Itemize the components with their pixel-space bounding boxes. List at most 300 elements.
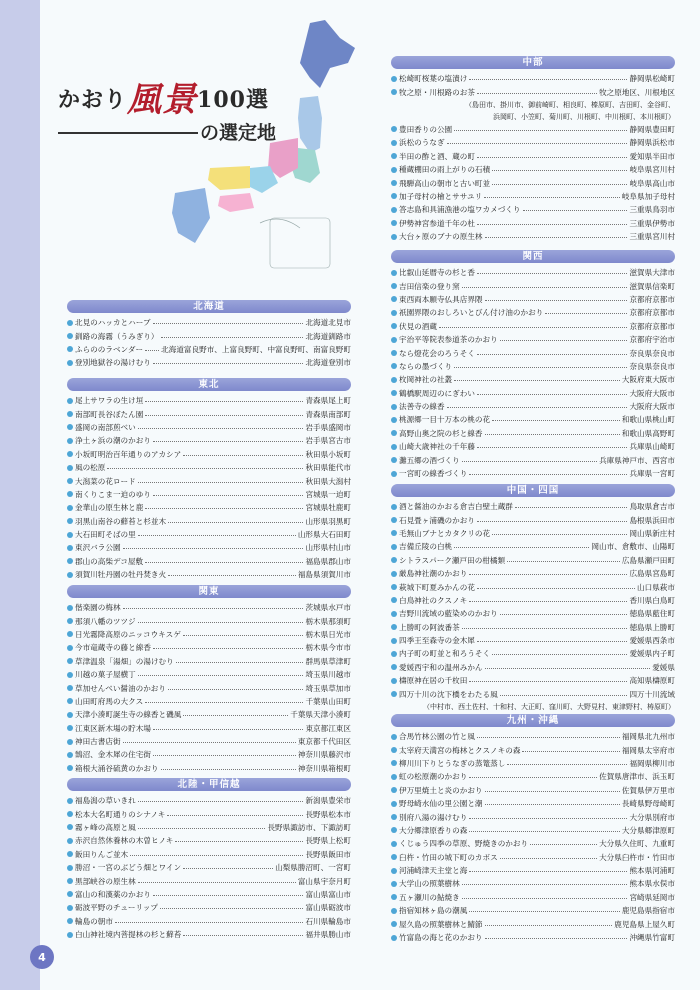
leader-dots — [138, 428, 304, 429]
leader-dots — [183, 635, 304, 636]
bullet-icon — [67, 725, 73, 731]
item-location: 長野県諏訪市、下諏訪町 — [267, 822, 351, 832]
leader-dots — [484, 197, 620, 198]
bullet-icon — [391, 584, 397, 590]
bullet-icon — [391, 747, 397, 753]
bullet-icon — [67, 505, 73, 511]
item-name: 草加せんべい醤油のかおり — [75, 683, 166, 693]
item-name: 那須八幡のツツジ — [75, 616, 136, 626]
leader-dots — [167, 815, 303, 816]
leader-dots — [145, 350, 159, 351]
item-location: 兵庫県一宮町 — [629, 469, 675, 479]
bullet-icon — [67, 411, 73, 417]
item-name: 飛騨高山の朝市と古い町並 — [399, 178, 491, 188]
leader-dots — [469, 574, 627, 575]
item-location: 長崎県野母崎町 — [621, 799, 675, 809]
item-location: 北海道北見市 — [305, 318, 351, 328]
bullet-icon — [391, 337, 397, 343]
bullet-icon — [391, 296, 397, 302]
leader-dots — [454, 130, 627, 131]
list-item — [391, 217, 675, 230]
item-name: 加子母村の檜とササユリ — [399, 191, 483, 201]
bullet-icon — [391, 430, 397, 436]
list-item — [67, 708, 351, 721]
bullet-icon — [67, 333, 73, 339]
item-location: 岡山市、倉敷市、山陽町 — [591, 542, 675, 552]
leader-dots — [477, 354, 628, 355]
item-location: 大分県臼杵市・竹田市 — [599, 852, 675, 862]
leader-dots — [492, 184, 627, 185]
leader-dots — [130, 855, 303, 856]
item-location: 大分県久住町、九重町 — [599, 839, 675, 849]
item-location: 東京都江東区 — [305, 723, 351, 733]
leader-dots — [153, 895, 304, 896]
bullet-icon — [391, 557, 397, 563]
bullet-icon — [391, 89, 397, 95]
bullet-icon — [391, 868, 397, 874]
list-item — [67, 528, 351, 541]
item-location: 三重県伊勢市 — [629, 218, 675, 228]
leader-dots — [507, 764, 627, 765]
list-item — [67, 901, 351, 914]
item-name: 須賀川牡丹園の牡丹焚き火 — [75, 570, 167, 580]
list-item — [391, 851, 675, 864]
list-item — [67, 735, 351, 748]
item-name: 枚岡神社の社叢 — [399, 375, 453, 385]
item-location: 大阪府大阪市 — [629, 402, 675, 412]
leader-dots — [485, 237, 628, 238]
item-name: 尾上サワラの生け垣 — [75, 396, 144, 406]
bullet-icon — [67, 346, 73, 352]
list-item — [67, 601, 351, 614]
item-name: 盛岡の南部煎べい — [75, 422, 136, 432]
list-item — [67, 461, 351, 474]
list-item — [391, 607, 675, 620]
bullet-icon — [67, 491, 73, 497]
tohoku-region — [298, 96, 322, 153]
list-item — [391, 346, 675, 359]
list-item — [391, 864, 675, 877]
item-location: 岩手県宮古市 — [305, 436, 351, 446]
leader-dots — [545, 313, 627, 314]
item-location: 和歌山県高野町 — [621, 428, 675, 438]
leader-dots — [462, 898, 628, 899]
item-location: 静岡県浜松市 — [629, 138, 675, 148]
bullet-icon — [391, 283, 397, 289]
item-location: 新潟県豊栄市 — [305, 796, 351, 806]
item-location: 大阪府大阪市 — [629, 388, 675, 398]
list-item — [391, 163, 675, 176]
section-header: 北海道 — [67, 300, 351, 313]
item-location: 京都府京都市 — [629, 321, 675, 331]
item-location: 北海道富良野市、上富良野町、中富良野町、南富良野町 — [161, 344, 351, 354]
bullet-icon — [391, 691, 397, 697]
bullet-icon — [391, 270, 397, 276]
item-location: 徳島県藍住町 — [629, 609, 675, 619]
item-location: 群馬県草津町 — [305, 656, 351, 666]
item-location: 岐阜県宮川村 — [629, 165, 675, 175]
leader-dots — [447, 407, 628, 408]
item-location: 四万十川流域 — [629, 689, 675, 699]
bullet-icon — [67, 465, 73, 471]
list-item — [391, 784, 675, 797]
leader-dots — [477, 447, 628, 448]
bullet-icon — [391, 193, 397, 199]
item-name: 箱根大涌谷硫黄のかおり — [75, 763, 159, 773]
bullet-icon — [67, 438, 73, 444]
list-item — [391, 527, 675, 540]
section-kanto — [67, 585, 351, 775]
list-item — [67, 641, 351, 654]
bullet-icon — [67, 658, 73, 664]
list-item — [67, 807, 351, 820]
leader-dots — [469, 601, 627, 602]
list-item — [67, 488, 351, 501]
item-name: シトラスパーク瀬戸田の柑橘類 — [399, 555, 506, 565]
section-chubu — [391, 56, 675, 243]
item-location: 香川県白鳥町 — [629, 595, 675, 605]
item-location: 福島県郡山市 — [305, 556, 351, 566]
bullet-icon — [391, 140, 397, 146]
item-name: 大石田町そばの里 — [75, 530, 136, 540]
list-item — [67, 834, 351, 847]
item-name: 厳島神社潮のかおり — [399, 569, 468, 579]
list-item — [391, 123, 675, 136]
bullet-icon — [67, 698, 73, 704]
list-item — [67, 316, 351, 329]
item-name: 柳川川下りとうなぎの蒸篭蒸し — [399, 758, 506, 768]
section-hokkaido — [67, 300, 351, 370]
list-item — [391, 567, 675, 580]
leader-dots — [462, 461, 597, 462]
item-name: 赤沢自然休養林の木曽ヒノキ — [75, 836, 174, 846]
item-name: 桃源郷一目十万本の桃の花 — [399, 415, 491, 425]
leader-dots — [183, 935, 303, 936]
bullet-icon — [391, 323, 397, 329]
item-location: 佐賀県伊万里市 — [621, 785, 675, 795]
leader-dots — [507, 561, 620, 562]
leader-dots — [153, 441, 304, 442]
item-name: 松崎町桜葉の塩漬け — [399, 74, 468, 84]
item-location: 愛媛県内子町 — [629, 649, 675, 659]
bullet-icon — [67, 811, 73, 817]
item-location: 高知県檮原町 — [629, 676, 675, 686]
item-location: 千葉県山田町 — [305, 696, 351, 706]
item-name: 豊田香りの公園 — [399, 124, 453, 134]
item-name: 霧ヶ峰の高原と風 — [75, 822, 136, 832]
bullet-icon — [67, 878, 73, 884]
leader-dots — [138, 828, 266, 829]
section-header: 中部 — [391, 56, 675, 69]
leader-dots — [183, 715, 288, 716]
section-chugoku — [391, 484, 675, 713]
list-item — [391, 661, 675, 674]
item-location: 福井県勝山市 — [305, 930, 351, 940]
item-name: 臼杵・竹田の城下町のカボス — [399, 852, 498, 862]
list-item — [67, 394, 351, 407]
list-item — [391, 743, 675, 756]
list-item — [67, 762, 351, 775]
leader-dots — [500, 695, 628, 696]
item-location: 北海道釧路市 — [305, 331, 351, 341]
item-location: 滋賀県大津市 — [629, 268, 675, 278]
bullet-icon — [67, 398, 73, 404]
item-location: 大阪府東大阪市 — [621, 375, 675, 385]
list-item — [391, 150, 675, 163]
item-location: 栃木県日光市 — [305, 629, 351, 639]
item-name: 羽黒山南谷の蘚苔と杉並木 — [75, 516, 167, 526]
bullet-icon — [391, 624, 397, 630]
item-name: 内子町の町並と和ろうそく — [399, 649, 491, 659]
item-name: 風の松原 — [75, 463, 106, 473]
item-name: 合馬竹林公園の竹と風 — [399, 732, 475, 742]
bullet-icon — [391, 734, 397, 740]
shikoku-region — [218, 193, 254, 212]
section-header: 北陸・甲信越 — [67, 778, 351, 791]
item-location: 静岡県松崎町 — [629, 74, 675, 84]
list-item — [67, 555, 351, 568]
chugoku-region — [208, 166, 250, 190]
bullet-icon — [391, 571, 397, 577]
leader-dots — [477, 224, 628, 225]
leader-dots — [153, 729, 304, 730]
bullet-icon — [391, 76, 397, 82]
leader-dots — [138, 622, 304, 623]
list-item — [391, 757, 675, 770]
section-tohoku — [67, 378, 351, 581]
item-location: 滋賀県信楽町 — [629, 281, 675, 291]
item-name: 東西両本願寺仏具店界隈 — [399, 294, 483, 304]
bullet-icon — [67, 865, 73, 871]
leader-dots — [477, 641, 628, 642]
item-location: 大分県別府市 — [629, 812, 675, 822]
list-item — [391, 621, 675, 634]
item-name: 檮原神在居の千枚田 — [399, 676, 468, 686]
bullet-icon — [391, 787, 397, 793]
list-item — [67, 794, 351, 807]
list-item — [67, 668, 351, 681]
item-location: 岩手県盛岡市 — [305, 422, 351, 432]
item-location: 栃木県今市市 — [305, 643, 351, 653]
leader-dots — [485, 300, 628, 301]
bullet-icon — [391, 841, 397, 847]
title-subtitle: の選定地 — [200, 122, 277, 144]
section-header: 関西 — [391, 250, 675, 263]
item-location: 鳥取県倉吉市 — [629, 502, 675, 512]
bullet-icon — [391, 404, 397, 410]
item-location: 山梨県勝沼町、一宮町 — [275, 863, 351, 873]
item-name: 一宮町の線香づくり — [399, 469, 468, 479]
item-name: 浄土ヶ浜の潮のかおり — [75, 436, 151, 446]
item-name: 牧之原・川根路のお茶 — [399, 87, 475, 97]
bullet-icon — [391, 377, 397, 383]
item-location: 石川県輪島市 — [305, 916, 351, 926]
list-item — [67, 343, 351, 356]
item-name: ふらののラベンダー — [75, 344, 144, 354]
leader-dots — [469, 79, 627, 80]
item-location: 宮城県牡鹿町 — [305, 503, 351, 513]
leader-dots — [522, 751, 619, 752]
leader-dots — [145, 702, 303, 703]
item-location: 富山県宇奈月町 — [297, 876, 351, 886]
list-item — [391, 647, 675, 660]
item-location: 富山県富山市 — [305, 889, 351, 899]
item-location: 福岡県太宰府市 — [621, 745, 675, 755]
list-item — [391, 266, 675, 279]
item-location: 佐賀県唐津市、浜玉町 — [599, 772, 675, 782]
bullet-icon — [67, 631, 73, 637]
leader-dots — [107, 468, 303, 469]
item-location: 福岡県柳川市 — [629, 758, 675, 768]
list-item — [67, 448, 351, 461]
item-location: 奈良県奈良市 — [629, 361, 675, 371]
bullet-icon — [67, 572, 73, 578]
bullet-icon — [391, 760, 397, 766]
item-name: 山田町府馬の大クス — [75, 696, 144, 706]
section-hokuriku — [67, 778, 351, 941]
bullet-icon — [67, 320, 73, 326]
bullet-icon — [391, 310, 397, 316]
list-item — [391, 440, 675, 453]
bullet-icon — [391, 471, 397, 477]
bullet-icon — [67, 605, 73, 611]
list-item — [391, 190, 675, 203]
bullet-icon — [391, 827, 397, 833]
leader-dots — [530, 844, 597, 845]
item-name: 北見のハッカとハーブ — [75, 318, 151, 328]
list-item — [67, 874, 351, 887]
item-location: 鹿児島県指宿市 — [621, 906, 675, 916]
list-item — [391, 810, 675, 823]
item-name: 高野山奥之院の杉と線香 — [399, 428, 483, 438]
list-item — [391, 400, 675, 413]
bullet-icon — [67, 645, 73, 651]
item-name: 毛無山ブナとカタクリの花 — [399, 528, 491, 538]
bullet-icon — [67, 824, 73, 830]
item-location: 愛知県半田市 — [629, 151, 675, 161]
bullet-icon — [391, 180, 397, 186]
item-location: 福島県須賀川市 — [297, 570, 351, 580]
leader-dots — [145, 562, 303, 563]
item-name: 川越の菓子屋横丁 — [75, 670, 136, 680]
leader-dots — [138, 675, 304, 676]
leader-dots — [477, 157, 628, 158]
item-location: 三重県鳥羽市 — [629, 205, 675, 215]
leader-dots — [462, 628, 628, 629]
bullet-icon — [391, 664, 397, 670]
list-item — [391, 634, 675, 647]
leader-dots — [515, 507, 628, 508]
item-location: 岐阜県高山市 — [629, 178, 675, 188]
list-item — [391, 467, 675, 480]
item-name: 虹の松原潮のかおり — [399, 772, 468, 782]
leader-dots — [485, 804, 620, 805]
item-location: 京都府宇治市 — [629, 335, 675, 345]
item-name: 飯田りんご並木 — [75, 849, 129, 859]
leader-dots — [161, 769, 296, 770]
bullet-icon — [67, 545, 73, 551]
section-kansai — [391, 250, 675, 480]
item-location: 山形県村山市 — [305, 543, 351, 553]
list-item — [67, 888, 351, 901]
list-item — [391, 730, 675, 743]
item-name: 輪島の朝市 — [75, 916, 113, 926]
item-location: 宮城県一迫町 — [305, 489, 351, 499]
list-item — [391, 674, 675, 687]
item-name: 半田の酢と酒、蔵の町 — [399, 151, 475, 161]
list-item — [391, 687, 675, 700]
item-name: 種蔵棚田の雨上がりの石積 — [399, 165, 491, 175]
list-item — [391, 293, 675, 306]
item-name: 砺波平野のチューリップ — [75, 903, 158, 913]
item-location: 愛媛県西条市 — [629, 636, 675, 646]
leader-dots — [523, 210, 628, 211]
bullet-icon — [67, 918, 73, 924]
bullet-icon — [67, 618, 73, 624]
bullet-icon — [391, 814, 397, 820]
leader-dots — [500, 340, 628, 341]
item-location: 京都府京都市 — [629, 294, 675, 304]
bullet-icon — [391, 126, 397, 132]
item-location: 奈良県奈良市 — [629, 348, 675, 358]
leader-dots — [477, 394, 628, 395]
bullet-icon — [391, 363, 397, 369]
leader-dots — [123, 742, 296, 743]
item-name: 竹富島の海と花のかおり — [399, 933, 483, 943]
leader-dots — [168, 522, 303, 523]
item-name: 日光霧降高原のニッコウキスゲ — [75, 629, 181, 639]
bullet-icon — [67, 932, 73, 938]
list-item — [391, 513, 675, 526]
leader-dots — [469, 681, 627, 682]
list-item — [391, 770, 675, 783]
bullet-icon — [391, 517, 397, 523]
item-location: 広島県瀬戸田町 — [621, 555, 675, 565]
list-item — [391, 797, 675, 810]
item-name: 鵠沼、金木犀の住宅街 — [75, 750, 151, 760]
item-location: 長野県松本市 — [305, 809, 351, 819]
item-location: 埼玉県川越市 — [305, 670, 351, 680]
item-name: 宇治平等院表参道茶のかおり — [399, 335, 498, 345]
list-item — [391, 85, 675, 98]
bullet-icon — [67, 739, 73, 745]
list-item — [391, 387, 675, 400]
item-location: 千葉県天津小湊町 — [290, 710, 351, 720]
item-name: 石見畳ヶ浦磯のかおり — [399, 515, 475, 525]
item-name: 大学山の照葉樹林 — [399, 879, 460, 889]
bullet-icon — [391, 153, 397, 159]
bullet-icon — [391, 894, 397, 900]
section-header: 中国・四国 — [391, 484, 675, 497]
leader-dots — [183, 455, 303, 456]
list-item — [391, 279, 675, 292]
bullet-icon — [391, 167, 397, 173]
bullet-icon — [391, 457, 397, 463]
list-item — [391, 306, 675, 319]
leader-dots — [469, 831, 620, 832]
section-kyushu — [391, 714, 675, 944]
list-item — [67, 434, 351, 447]
list-item — [391, 413, 675, 426]
item-name: 釧路の海霧（うみぎり） — [75, 331, 159, 341]
list-item — [391, 230, 675, 243]
item-name: 小坂町明治百年通りのアカシア — [75, 449, 182, 459]
item-location: 大分県郷津原町 — [621, 825, 675, 835]
list-item — [391, 540, 675, 553]
item-name: 白山神社境内菩提林の杉と蘚苔 — [75, 930, 182, 940]
section-header: 東北 — [67, 378, 351, 391]
item-location: 栃木県那須町 — [305, 616, 351, 626]
